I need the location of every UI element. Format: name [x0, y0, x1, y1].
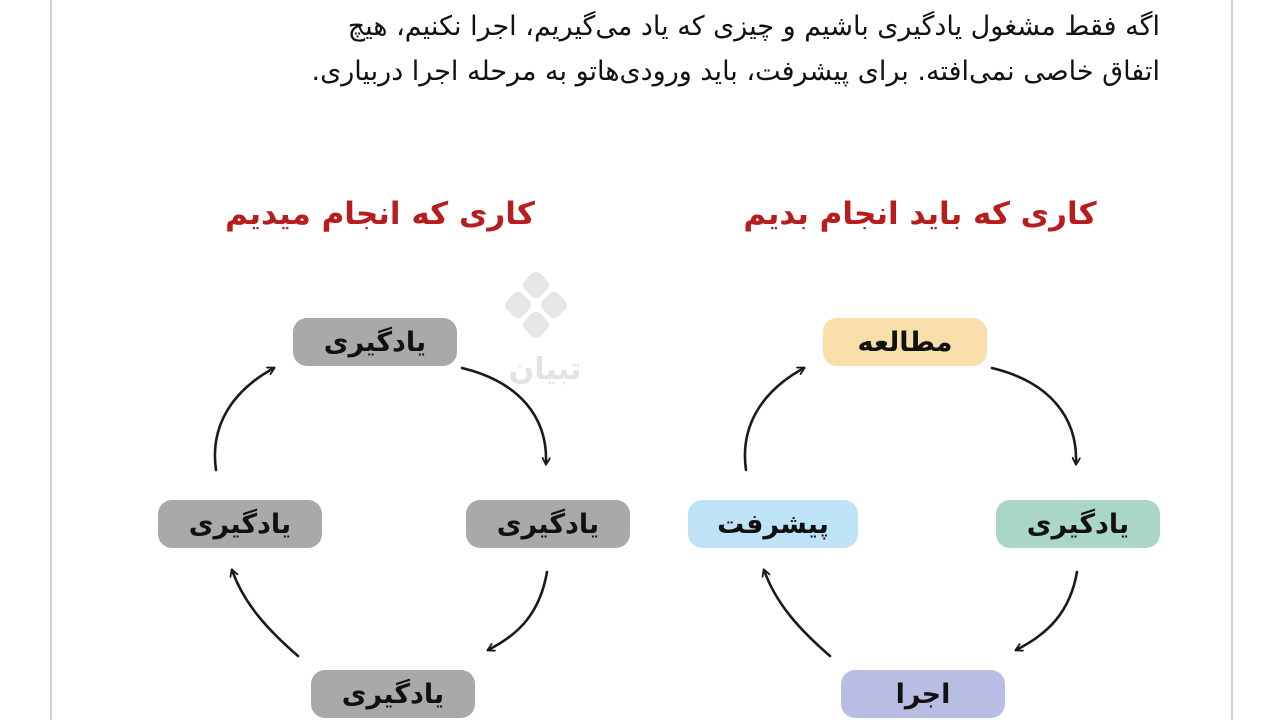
right-arrow-right-to-bottom [1016, 572, 1077, 650]
right-node-progress: پیشرفت [688, 500, 858, 548]
left-node-right: یادگیری [466, 500, 630, 548]
right-node-study: مطالعه [823, 318, 987, 366]
left-arrow-bottom-to-left [232, 570, 298, 656]
intro-line-2: اتفاق خاصی نمی‌افته. برای پیشرفت، باید ورودی‌هاتو به مرحله اجرا دربیاری. [311, 56, 1160, 87]
right-cycle-title: کاری که باید انجام بدیم [743, 196, 1097, 232]
watermark-text: تبیان [508, 352, 582, 387]
right-arrow-bottom-to-left [764, 570, 830, 656]
left-arrow-right-to-bottom [488, 572, 547, 650]
left-node-left: یادگیری [158, 500, 322, 548]
left-arrow-top-to-right [462, 368, 546, 464]
left-arrow-left-to-top [215, 368, 274, 470]
right-arrow-top-to-right [992, 368, 1076, 464]
intro-line-1: اگه فقط مشغول یادگیری باشیم و چیزی که یاد می‌گیریم، اجرا نکنیم، هیچ [347, 11, 1160, 42]
left-cycle-title: کاری که انجام میدیم [225, 196, 535, 232]
right-node-learning: یادگیری [996, 500, 1160, 548]
left-node-bottom: یادگیری [311, 670, 475, 718]
right-node-execute: اجرا [841, 670, 1005, 718]
right-arrow-left-to-top [745, 368, 804, 470]
left-node-top: یادگیری [293, 318, 457, 366]
